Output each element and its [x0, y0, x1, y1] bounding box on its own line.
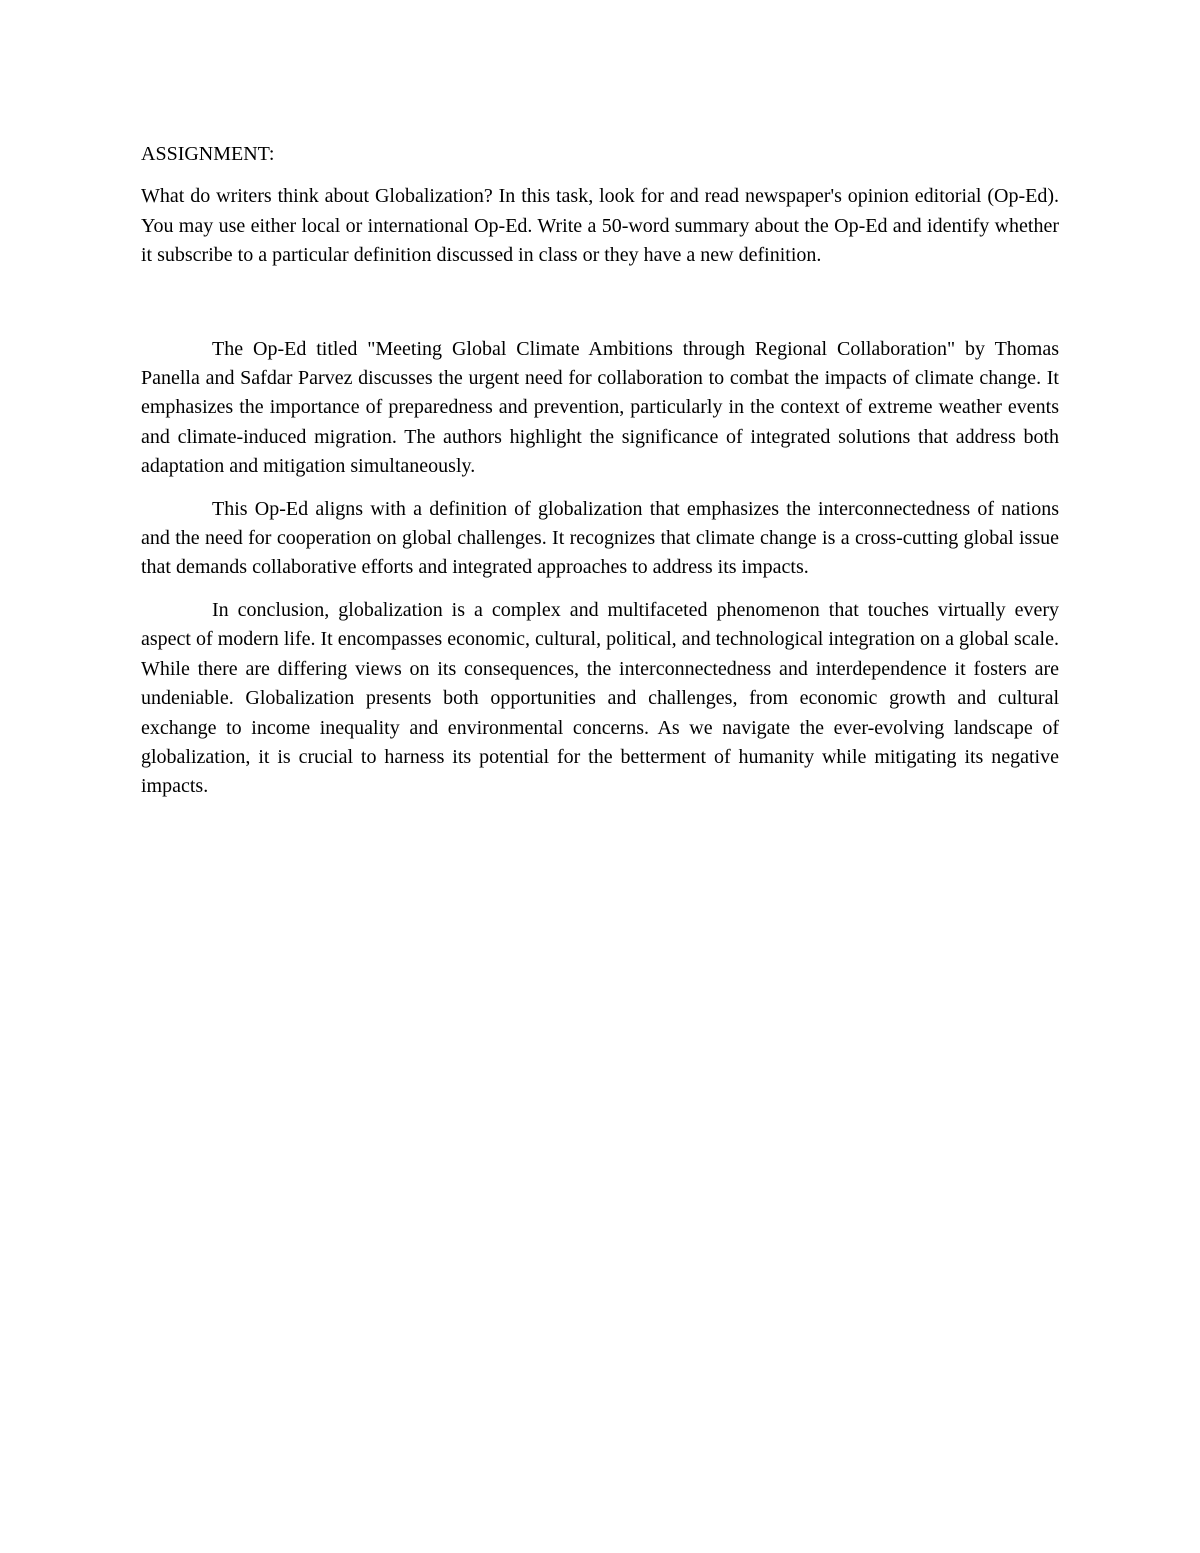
definition-paragraph: This Op-Ed aligns with a definition of globalization that emphasizes the interconnectedness of nations and the need for cooperation on global challenges. It recognizes that climate change is a cross-cutting global issue that demands collaborative efforts and integrated approaches to address its impacts. — [141, 497, 1059, 579]
document-body — [141, 140, 1059, 815]
answer-section — [141, 335, 1059, 802]
summary-paragraph: The Op-Ed titled "Meeting Global Climate Ambitions through Regional Collaboration" by Thomas Panella and Safdar Parvez discusses the urgent need for collaboration to combat the impacts of climate change. It emphasizes the importance of preparedness and prevention, particularly in the context of extreme weather events and climate-induced migration. The authors highlight the significance of integrated solutions that address both adaptation and mitigation simultaneously. — [141, 337, 1059, 478]
assignment-prompt: What do writers think about Globalization? In this task, look for and read newspaper's opinion editorial (Op-Ed). You may use either local or international Op-Ed. Write a 50-word summary about the Op-Ed and identify whether it subscribe to a particular definition discussed in class or they have a new definition. — [141, 185, 1059, 267]
conclusion-paragraph: In conclusion, globalization is a complex and multifaceted phenomenon that touches virtually every aspect of modern life. It encompasses economic, cultural, political, and technological integration on a global scale. While there are differing views on its consequences, the interconnectedness and interdependence it fosters are undeniable. Globalization presents both opportunities and challenges, from economic growth and cultural exchange to income inequality and environmental concerns. As we navigate the ever-evolving landscape of globalization, it is crucial to harness its potential for the betterment of humanity while mitigating its negative impacts. — [141, 598, 1059, 798]
assignment-heading: ASSIGNMENT: — [141, 143, 275, 165]
